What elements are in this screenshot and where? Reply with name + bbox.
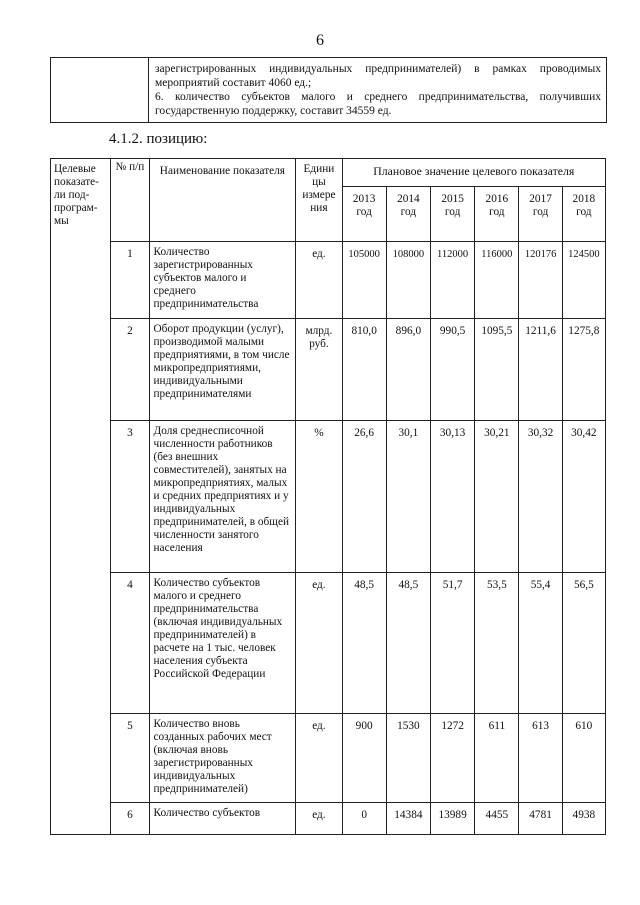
value-2018: 1275,8 (562, 319, 605, 421)
unit-header-cell (296, 159, 342, 242)
targets-header-cell (51, 159, 111, 835)
value-2017: 1211,6 (519, 319, 562, 421)
row-number: 3 (111, 421, 149, 573)
value-2013: 0 (342, 803, 386, 835)
value-2015: 1272 (431, 714, 475, 803)
table-row (51, 242, 606, 319)
indicator-name: Оборот продукции (услуг), производимой малыми предприятиями, в том числе микропредприятиями, индивидуальными предпринимателями (149, 319, 296, 421)
indicator-unit: ед. (296, 714, 342, 803)
year-header-2017: 2017 год (519, 187, 562, 242)
section-heading: 4.1.2. позицию: (109, 131, 208, 147)
value-2017: 4781 (519, 803, 562, 835)
value-2013: 26,6 (342, 421, 386, 573)
value-2015: 990,5 (431, 319, 475, 421)
row-number: 6 (111, 803, 149, 835)
continuation-row (51, 58, 607, 123)
value-2014: 896,0 (386, 319, 430, 421)
continuation-empty-cell (51, 58, 149, 123)
indicator-unit: млрд. руб. (296, 319, 342, 421)
value-2016: 116000 (475, 242, 519, 319)
indicator-name: Количество зарегистрированных субъектов малого и среднего предпринимательства (149, 242, 296, 319)
name-header: Наименование показателя (159, 165, 285, 177)
value-2017: 613 (519, 714, 562, 803)
year-header-2015: 2015 год (431, 187, 475, 242)
value-2013: 810,0 (342, 319, 386, 421)
value-2017: 55,4 (519, 573, 562, 714)
indicator-unit: ед. (296, 242, 342, 319)
num-header-cell (111, 159, 149, 242)
table-row (51, 573, 606, 714)
table-row (51, 803, 606, 835)
table-row (51, 714, 606, 803)
indicators-table (50, 158, 606, 835)
indicator-name: Количество субъектов (149, 803, 296, 835)
page-number: 6 (316, 32, 324, 49)
value-2017: 30,32 (519, 421, 562, 573)
value-2014: 1530 (386, 714, 430, 803)
plan-header: Плановое значение целевого показателя (373, 164, 575, 178)
value-2015: 112000 (431, 242, 475, 319)
value-2014: 30,1 (386, 421, 430, 573)
plan-header-cell (342, 159, 605, 187)
value-2018: 4938 (562, 803, 605, 835)
value-2018: 30,42 (562, 421, 605, 573)
value-2016: 53,5 (475, 573, 519, 714)
continuation-table (50, 57, 607, 123)
value-2015: 13989 (431, 803, 475, 835)
continuation-text-cell (149, 58, 607, 123)
row-number: 1 (111, 242, 149, 319)
targets-header: Целевые показате-ли под-програм-мы (54, 163, 99, 227)
table-row (51, 421, 606, 573)
value-2017: 120176 (519, 242, 562, 319)
value-2018: 56,5 (562, 573, 605, 714)
value-2014: 108000 (386, 242, 430, 319)
value-2015: 30,13 (431, 421, 475, 573)
continuation-line-2: 6. количество субъектов малого и среднего предпринимательства, получивших государственную поддержку, составит 34559 ед. (155, 91, 601, 117)
value-2016: 611 (475, 714, 519, 803)
unit-header: Едини цы измере ния (302, 163, 336, 214)
value-2015: 51,7 (431, 573, 475, 714)
indicator-unit: ед. (296, 803, 342, 835)
num-header: № п/п (115, 161, 145, 173)
name-header-cell (149, 159, 296, 242)
indicator-name: Доля среднесписочной численности работников (без внешних совместителей), занятых на микропредприятиях, малых и средних предприятиях и у индивидуальных предпринимателей, в общей численности занятого населения (149, 421, 296, 573)
value-2014: 48,5 (386, 573, 430, 714)
year-header-2018: 2018 год (562, 187, 605, 242)
value-2013: 105000 (342, 242, 386, 319)
value-2013: 48,5 (342, 573, 386, 714)
row-number: 4 (111, 573, 149, 714)
indicator-name: Количество субъектов малого и среднего предпринимательства (включая индивидуальных предпринимателей) в расчете на 1 тыс. человек населения субъекта Российской Федерации (149, 573, 296, 714)
value-2018: 124500 (562, 242, 605, 319)
header-row-1 (51, 159, 606, 187)
indicator-unit: ед. (296, 573, 342, 714)
value-2014: 14384 (386, 803, 430, 835)
indicator-name: Количество вновь созданных рабочих мест (включая вновь зарегистрированных индивидуальных предпринимателей) (149, 714, 296, 803)
indicator-unit: % (296, 421, 342, 573)
year-header-2013: 2013 год (342, 187, 386, 242)
value-2016: 1095,5 (475, 319, 519, 421)
year-header-2014: 2014 год (386, 187, 430, 242)
year-header-2016: 2016 год (475, 187, 519, 242)
value-2016: 4455 (475, 803, 519, 835)
continuation-line-1: зарегистрированных индивидуальных предпринимателей) в рамках проводимых мероприятий составит 4060 ед.; (155, 63, 601, 89)
value-2016: 30,21 (475, 421, 519, 573)
row-number: 2 (111, 319, 149, 421)
value-2013: 900 (342, 714, 386, 803)
row-number: 5 (111, 714, 149, 803)
value-2018: 610 (562, 714, 605, 803)
table-row (51, 319, 606, 421)
